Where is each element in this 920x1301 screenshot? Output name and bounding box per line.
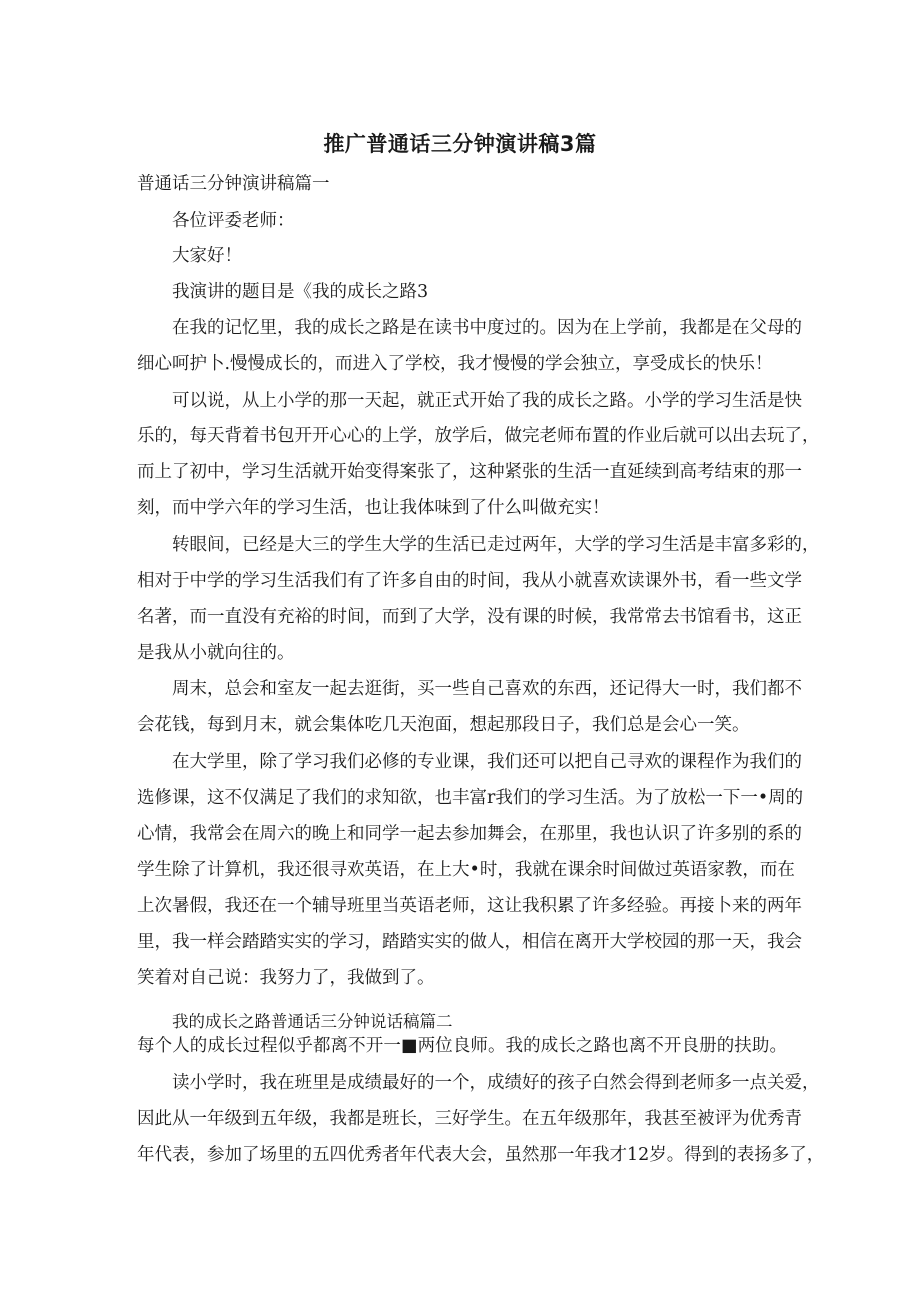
text-line: 是我从小就向往的。 [137,643,295,663]
text-line: 名著，而一直没有充裕的时间，而到了大学，没有课的时候，我常常去书馆看书，这正 [137,607,802,627]
document-title: 推广普通话三分钟演讲稿3篇 [323,132,597,156]
text-line: 读小学时，我在班里是成绩最好的一个，成绩好的孩子白然会得到老师多一点关爱， [172,1073,820,1093]
text-line: 笑着对自己说：我努力了，我做到了。 [137,968,435,988]
text-line: 刻，而中学六年的学习生活，也让我体味到了什么叫做充实！ [137,498,610,518]
text-line: 因此从一年级到五年级，我都是班长，三好学生。在五年级那年，我甚至被评为优秀青 [137,1109,802,1129]
text-line: 在我的记忆里，我的成长之路是在读书中度过的。因为在上学前，我都是在父母的 [172,318,802,338]
text-line: 会花钱，每到月末，就会集体吃几天泡面，想起那段日子，我们总是会心一笑。 [137,715,750,735]
text-line: 乐的，每天背着书包开开心心的上学，放学后，做完老师布置的作业后就可以出去玩了， [137,426,820,446]
section-heading-1: 普通话三分钟演讲稿篇一 [137,174,330,194]
text-line: 学生除了计算机，我还很寻欢英语，在上大•时，我就在课余时间做过英语家教，而在 [137,860,795,880]
hello-line: 大家好！ [172,246,242,266]
text-line: 选修课，这不仅满足了我们的求知欲，也丰富r我们的学习生活。为了放松一下一•周的 [137,788,804,808]
section-heading-2: 我的成长之路普通话三分钟说话稿篇二 [172,1012,453,1031]
text-line: 里，我一样会踏踏实实的学习，踏踏实实的做人，相信在离开大学校园的那一天，我会 [137,932,802,952]
text-line: 细心呵护卜.慢慢成长的，而进入了学校，我才慢慢的学会独立，享受成长的快乐！ [137,354,773,374]
text-line: 相对于中学的学习生活我们有了许多自由的时间，我从小就喜欢读课外书，看一些文学 [137,571,802,591]
text-line: 转眼间，已经是大三的学生大学的生活已走过两年，大学的学习生活是丰富多彩的， [172,535,820,555]
topic-line: 我演讲的题目是《我的成长之路3 [172,282,429,302]
text-line: 可以说，从上小学的那一天起，就正式开始了我的成长之路。小学的学习生活是快 [172,391,802,411]
text-line: 每个人的成长过程似乎都离不开一■两位良师。我的成长之路也离不开良册的扶助。 [137,1036,787,1056]
text-line: 而上了初中，学习生活就开始变得案张了，这种紧张的生活一直延续到高考结束的那一 [137,462,802,482]
text-line: 周末，总会和室友一起去逛街，买一些自己喜欢的东西，还记得大一时，我们都不 [172,679,802,699]
greeting-line: 各位评委老师： [172,211,295,231]
text-line: 在大学里，除了学习我们必修的专业课，我们还可以把自己寻欢的课程作为我们的 [172,752,802,772]
text-line: 心情，我常会在周六的晚上和同学一起去参加舞会，在那里，我也认识了许多别的系的 [137,824,802,844]
text-line: 年代表，参加了场里的五四优秀者年代表大会，虽然那一年我才12岁。得到的表扬多了， [137,1145,825,1165]
text-line: 上次暑假，我还在一个辅导班里当英语老师，这让我积累了许多经验。再接卜来的两年 [137,896,802,916]
